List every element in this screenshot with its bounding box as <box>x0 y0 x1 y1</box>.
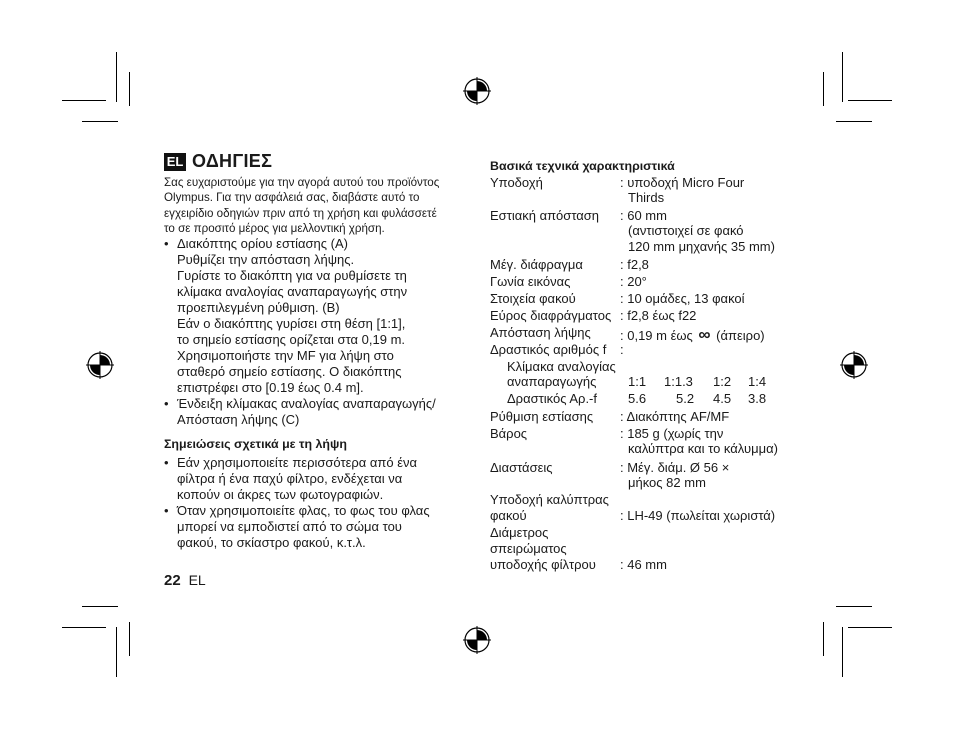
page-footer <box>164 572 206 589</box>
spec-value: καλύπτρα και το κάλυμμα) <box>628 441 778 456</box>
list-item: σταθερό σημείο εστίασης. Ο διακόπτης <box>177 364 402 379</box>
spec-label: Διαστάσεις <box>490 460 553 475</box>
list-item: Εάν ο διακόπτης γυρίσει στη θέση [1:1], <box>177 316 406 331</box>
list-item: φακού, το σκίαστρο φακού, κ.τ.λ. <box>177 535 366 550</box>
list-item: Εάν χρησιμοποιείτε περισσότερα από ένα <box>177 455 418 470</box>
spec-value: : LH-49 (πωλείται χωριστά) <box>620 508 776 523</box>
spec-label: Εστιακή απόσταση <box>490 208 600 223</box>
list-item: κλίμακα αναλογίας αναπαραγωγής στην <box>177 284 408 299</box>
spec-value: : f2,8 έως f22 <box>620 308 697 323</box>
spec-value: Thirds <box>628 190 665 205</box>
spec-label: Γωνία εικόνας <box>490 274 571 289</box>
spec-sublabel: αναπαραγωγής <box>507 374 597 389</box>
spec-value: 120 mm μηχανής 35 mm) <box>628 239 775 254</box>
list-item: Όταν χρησιμοποιείτε φλας, το φως του φλας <box>177 503 430 518</box>
registration-mark-right <box>840 351 868 379</box>
spec-label: Υποδοχή <box>490 175 543 190</box>
list-item: μπορεί να εμποδιστεί από το σώμα του <box>177 519 402 534</box>
spec-value: : 60 mm <box>620 208 667 223</box>
list-item: το σημείο εστίασης ορίζεται στα 0,19 m. <box>177 332 406 347</box>
registration-mark-left <box>86 351 114 379</box>
spec-value: : f2,8 <box>620 257 649 272</box>
eff-value: 3.8 <box>748 391 767 406</box>
spec-value: : Διακόπτης AF/MF <box>620 409 730 424</box>
page-title: ΟΔΗΓΙΕΣ <box>192 151 273 171</box>
list-item: προεπιλεγμένη ρύθμιση. (B) <box>177 300 340 315</box>
spec-value: : 20° <box>620 274 647 289</box>
page-language: EL <box>188 572 206 588</box>
spec-value: : 10 ομάδες, 13 φακοί <box>620 291 745 306</box>
spec-label: Βάρος <box>490 426 528 441</box>
spec-heading: Βασικά τεχνικά χαρακτηριστικά <box>490 159 675 173</box>
spec-label: Απόσταση λήψης <box>490 325 591 340</box>
spec-value: : 46 mm <box>620 557 667 572</box>
spec-label: σπειρώματος <box>490 541 567 556</box>
section-title <box>164 151 272 172</box>
spec-label: Εύρος διαφράγματος <box>490 308 612 323</box>
spec-label: Δραστικός αριθμός f <box>490 342 607 357</box>
page-number: 22 <box>164 572 181 589</box>
spec-value: : Μέγ. διάμ. Ø 56 × <box>620 460 730 475</box>
eff-value: 5.6 <box>628 391 647 406</box>
spec-value: (αντιστοιχεί σε φακό <box>628 223 744 238</box>
spec-sublabel: Κλίμακα αναλογίας <box>507 359 616 374</box>
language-badge: EL <box>164 153 186 171</box>
spec-label: Διάμετρος <box>490 525 549 540</box>
ratio-value: 1:2 <box>713 374 732 389</box>
spec-label: Στοιχεία φακού <box>490 291 576 306</box>
list-item: επιστρέφει στο [0.19 έως 0.4 m]. <box>177 380 364 395</box>
spec-value: : 185 g (χωρίς την <box>620 426 724 441</box>
eff-value: 5.2 <box>676 391 695 406</box>
spec-label: υποδοχής φίλτρου <box>490 557 596 572</box>
spec-label: Ρύθμιση εστίασης <box>490 409 594 424</box>
ratio-value: 1:4 <box>748 374 767 389</box>
intro-line: το σε προσιτό μέρος για μελλοντική χρήση. <box>164 222 385 236</box>
bullet-marker: • <box>164 396 169 411</box>
list-item: Ένδειξη κλίμακας αναλογίας αναπαραγωγής/ <box>177 396 436 411</box>
spec-label: Μέγ. διάφραγμα <box>490 257 583 272</box>
ratio-value: 1:1 <box>628 374 647 389</box>
infinity-icon: ∞ <box>698 325 711 344</box>
spec-value: : υποδοχή Micro Four <box>620 175 745 190</box>
spec-value: : <box>620 342 624 357</box>
list-item: φίλτρα ή ένα παχύ φίλτρο, ενδέχεται να <box>177 471 403 486</box>
registration-mark-top <box>463 77 491 105</box>
spec-value: μήκος 82 mm <box>628 475 706 490</box>
spec-label: Υποδοχή καλύπτρας <box>490 492 609 507</box>
list-item: Διακόπτης ορίου εστίασης (A) <box>177 236 348 251</box>
spec-value <box>620 325 765 345</box>
bullet-marker: • <box>164 236 169 251</box>
list-item: κοπούν οι άκρες των φωτογραφιών. <box>177 487 384 502</box>
ratio-value: 1:1.3 <box>664 374 693 389</box>
bullet-marker: • <box>164 455 169 470</box>
registration-mark-bottom <box>463 626 491 654</box>
spec-sublabel: Δραστικός Αρ.-f <box>507 391 597 406</box>
bullet-marker: • <box>164 503 169 518</box>
infinity-text: (άπειρο) <box>716 328 765 343</box>
list-item: Χρησιμοποιήστε την MF για λήψη στο <box>177 348 394 363</box>
list-item: Απόσταση λήψης (C) <box>177 412 300 427</box>
intro-line: Olympus. Για την ασφάλειά σας, διαβάστε αυτό το <box>164 191 420 205</box>
notes-heading: Σημειώσεις σχετικά με τη λήψη <box>164 437 347 451</box>
intro-line: Σας ευχαριστούμε για την αγορά αυτού του προϊόντος <box>164 176 440 189</box>
spec-label: φακού <box>490 508 527 523</box>
distance-value-text: : 0,19 m έως <box>620 328 693 343</box>
list-item: Γυρίστε το διακόπτη για να ρυθμίσετε τη <box>177 268 407 283</box>
intro-line: εγχειρίδιο οδηγιών πριν από τη χρήση και φυλάσσετέ <box>164 206 437 220</box>
intro-paragraph <box>164 175 464 237</box>
list-item: Ρυθμίζει την απόσταση λήψης. <box>177 252 355 267</box>
eff-value: 4.5 <box>713 391 732 406</box>
